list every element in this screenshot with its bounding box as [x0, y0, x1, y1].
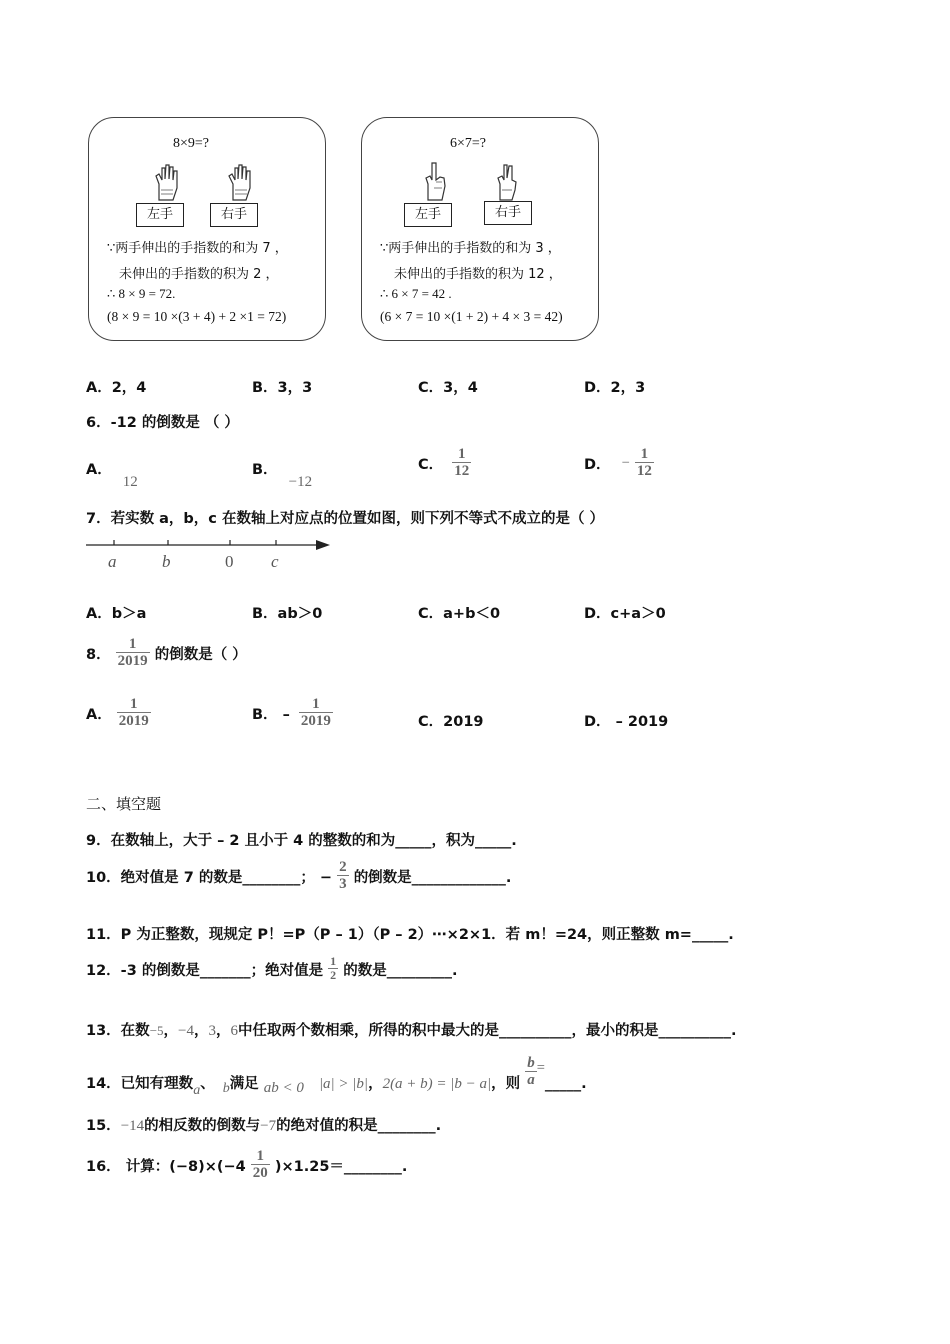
- q8-b-label: B． –: [252, 706, 290, 723]
- q5-option-a: A．2，4: [86, 380, 147, 396]
- q14-fraction: $\frac{b}{a}$: [527, 1055, 535, 1088]
- section-title: 二、填空题: [86, 795, 162, 813]
- q8-option-b: [252, 696, 333, 729]
- card1-line3: ∴ 8 × 9 = 72.: [107, 286, 176, 301]
- q16-fraction: $\frac{1}{20}$: [252, 1148, 268, 1181]
- q15-part-a: 的相反数的倒数与: [144, 1118, 261, 1134]
- q12-part-b: 的数是_________.: [343, 962, 458, 979]
- q13-n1: −5: [149, 1023, 164, 1038]
- card2-line4: (6 × 7 = 10 ×(1 + 2) + 4 × 3 = 42): [380, 309, 563, 324]
- q13-n2: −4: [178, 1023, 194, 1039]
- q14: 14．已知有理数a、 b满足 ab < 0 |a| > |b|，2(a + b) = |b − a|，则 $\frac{b}{a}$ =_____.: [86, 1055, 587, 1098]
- card1-line4: (8 × 9 = 10 ×(3 + 4) + 2 ×1 = 72): [107, 309, 287, 324]
- q15: [86, 1114, 441, 1135]
- card2-left-label: 左手: [404, 203, 452, 227]
- q16: [86, 1148, 407, 1181]
- q14-eq: =: [536, 1059, 545, 1076]
- q14-sep: 、: [200, 1075, 215, 1092]
- card1-line2: 未伸出的手指数的积为 2 ，: [119, 267, 279, 282]
- q13: 13．在数−5，−4，3，6中任取两个数相乘，所得的积中最大的是__________，最小的积是__________.: [86, 1023, 737, 1039]
- q6-option-a: [86, 458, 138, 490]
- q5-option-b: B．3，3: [252, 380, 313, 396]
- hand-icon-right: [225, 162, 255, 202]
- card2-line2: 未伸出的手指数的积为 12 ，: [394, 267, 562, 282]
- q6-stem: 6．-12 的倒数是 （ ）: [86, 415, 239, 431]
- card1-left-label: 左手: [136, 203, 184, 227]
- q6-b-value: −12: [288, 474, 313, 490]
- q8-b-fraction: $\frac{1}{2019}$: [300, 696, 331, 729]
- q5-option-c: C．3，4: [418, 380, 478, 396]
- q15-part-b: 的绝对值的积是________.: [276, 1118, 442, 1134]
- q7-option-a: A．b＞a: [86, 606, 147, 622]
- card2-title: 6×7=?: [450, 136, 487, 151]
- card2-right-label: 右手: [484, 201, 532, 225]
- q8-number: 8．: [86, 646, 111, 663]
- q14-var-a: a: [193, 1082, 201, 1098]
- q7-option-d: D．c+a＞0: [584, 606, 666, 622]
- q8-a-fraction: $\frac{1}{2019}$: [118, 696, 149, 729]
- hand-icon-left: [422, 160, 450, 202]
- q6-d-label: D．: [584, 456, 611, 473]
- q16-part-a: 16． 计算：(−8)×(−4: [86, 1158, 246, 1175]
- card1-right-label: 右手: [210, 203, 258, 227]
- card2-line1: ∵两手伸出的手指数的和为 3 ，: [380, 241, 561, 256]
- q6-d-fraction: $\frac{1}{12}$: [636, 446, 652, 479]
- q6-a-label: A．: [86, 462, 112, 478]
- card1-line1: ∵两手伸出的手指数的和为 7 ，: [107, 241, 288, 256]
- q9: 9．在数轴上，大于 – 2 且小于 4 的整数的和为_____，积为_____.: [86, 833, 517, 849]
- q14-part-d: _____.: [544, 1075, 587, 1092]
- example-card-1: [88, 117, 326, 341]
- card1-title: 8×9=?: [173, 136, 210, 151]
- q15-v2: −7: [260, 1118, 277, 1134]
- q10-fraction: $\frac{2}{3}$: [339, 859, 347, 892]
- q6-option-d: [584, 446, 654, 479]
- q6-option-c: [418, 446, 471, 479]
- q12-part-a: 12．-3 的倒数是_______；绝对值是: [86, 962, 324, 979]
- q10-part-a: 10．绝对值是 7 的数是________； −: [86, 869, 333, 886]
- q12-fraction: $\frac{1}{2}$: [330, 954, 337, 982]
- q14-cond2: |a| > |b|: [318, 1075, 369, 1092]
- q16-part-b: )×1.25＝________.: [274, 1158, 408, 1175]
- q14-part-a: 14．已知有理数: [86, 1075, 194, 1092]
- q8-option-a: [86, 696, 151, 729]
- q12: [86, 955, 457, 982]
- q7-option-c: C．a+b＜0: [418, 606, 501, 622]
- q8-option-c: C．2019: [418, 714, 484, 730]
- q14-part-c: ，则: [491, 1075, 521, 1092]
- axis-label-a: a: [108, 552, 117, 571]
- q8-a-label: A．: [86, 706, 112, 723]
- example-card-2: [361, 117, 599, 341]
- q6-c-fraction: $\frac{1}{12}$: [454, 446, 470, 479]
- q11: 11．P 为正整数，现规定 P！=P（P – 1）（P – 2）⋯×2×1．若 m！=24，则正整数 m=_____.: [86, 927, 734, 943]
- q10-part-b: 的倒数是_____________.: [353, 869, 512, 886]
- q6-c-label: C．: [418, 456, 444, 473]
- q10: [86, 859, 511, 892]
- q6-d-sign: −: [621, 454, 630, 471]
- q13-n4: 6: [230, 1023, 238, 1039]
- q14-cond1: ab < 0: [263, 1079, 304, 1096]
- q13-part-a: 13．在数: [86, 1023, 150, 1039]
- hand-icon-right: [492, 160, 522, 202]
- q14-var-b: b: [222, 1080, 230, 1096]
- q8-stem: [86, 636, 247, 669]
- q6-b-label: B．: [252, 462, 278, 478]
- q8-fraction: $\frac{1}{2019}$: [117, 636, 148, 669]
- q13-part-b: 中任取两个数相乘，所得的积中最大的是__________，最小的积是__________.: [238, 1023, 737, 1039]
- q7-stem: 7．若实数 a，b，c 在数轴上对应点的位置如图，则下列不等式不成立的是（ ）: [86, 511, 604, 527]
- q13-n3: 3: [208, 1023, 216, 1039]
- number-line: [84, 535, 336, 575]
- q6-option-b: [252, 458, 313, 490]
- hand-icon-left: [153, 162, 181, 202]
- q8-option-d: D． – 2019: [584, 714, 669, 730]
- q14-cond3: 2(a + b) = |b − a|: [382, 1075, 492, 1092]
- axis-label-0: 0: [225, 552, 234, 571]
- q7-option-b: B．ab＞0: [252, 606, 323, 622]
- q15-number: 15．: [86, 1118, 121, 1134]
- q15-v1: −14: [120, 1118, 145, 1134]
- q6-a-value: 12: [122, 474, 138, 490]
- number-line-arrow-icon: [316, 540, 330, 550]
- q8-stem-tail: 的倒数是（ ）: [154, 646, 247, 663]
- q5-option-d: D．2，3: [584, 380, 646, 396]
- q14-part-b: 满足: [229, 1075, 259, 1092]
- axis-label-b: b: [162, 552, 171, 571]
- axis-label-c: c: [271, 552, 279, 571]
- card2-line3: ∴ 6 × 7 = 42 .: [380, 286, 452, 301]
